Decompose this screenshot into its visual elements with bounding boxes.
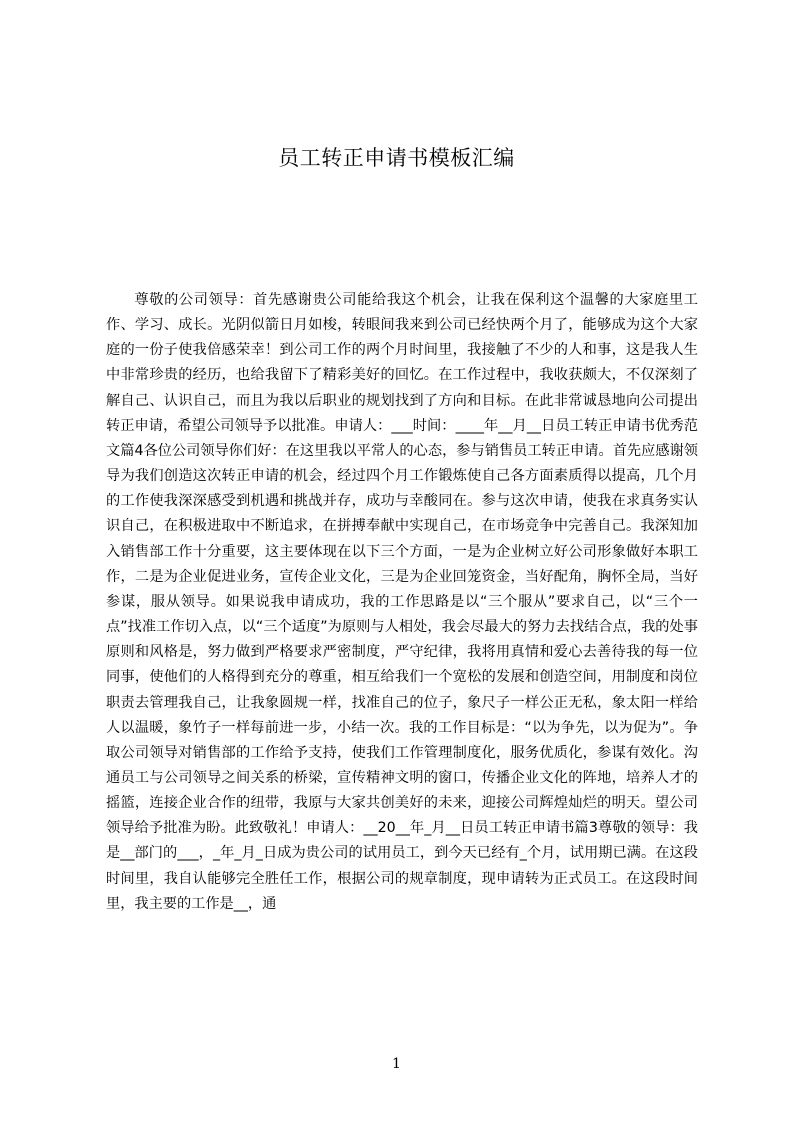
- page-number: 1: [392, 1056, 401, 1072]
- document-title: 员工转正申请书模板汇编: [278, 146, 515, 170]
- document-body-paragraph: 尊敬的公司领导：首先感谢贵公司能给我这个机会，让我在保利这个温馨的大家庭里工作、学习、成长。光阴似箭日月如梭，转眼间我来到公司已经快两个月了，能够成为这个大家庭的一份子使我倍感荣幸！到公司工作的两个月时间里，我接触了不少的人和事，这是我人生中非常珍贵的经历，也给我留下了精彩美好的回忆。在工作过程中，我收获颇大，不仅深刻了解自己、认识自己，而且为我以后职业的规划找到了方向和目标。在此非常诚恳地向公司提出转正申请，希望公司领导予以批准。申请人：___时间：____年__月__日员工转正申请书优秀范文篇4各位公司领导你们好：在这里我以平常人的心态，参与销售员工转正申请。首先应感谢领导为我们创造这次转正申请的机会，经过四个月工作锻炼使自己各方面素质得以提高，几个月的工作使我深深感受到机遇和挑战并存，成功与幸酸同在。参与这次申请，使我在求真务实认识自己，在积极进取中不断追求，在拼搏奉献中实现自己，在市场竞争中完善自己。我深知加入销售部工作十分重要，这主要体现在以下三个方面，一是为企业树立好公司形象做好本职工作，二是为企业促进业务，宣传企业文化，三是为企业回笼资金，当好配角，胸怀全局，当好参谋，服从领导。如果说我申请成功，我的工作思路是以“三个服从”要求自己，以“三个一点”找准工作切入点，以“三个适度”为原则与人相处，我会尽最大的努力去找结合点，我的处事原则和风格是，努力做到严格要求严密制度，严守纪律，我将用真情和爱心去善待我的每一位同事，使他们的人格得到充分的尊重，相互给我们一个宽松的发展和创造空间，用制度和岗位职责去管理我自己，让我象圆规一样，找准自己的位子，象尺子一样公正无私，象太阳一样给人以温暖，象竹子一样每前进一步，小结一次。我的工作目标是：“以为争先，以为促为”。争取公司领导对销售部的工作给予支持，使我们工作管理制度化，服务优质化，参谋有效化。沟通员工与公司领导之间关系的桥梁，宣传精神文明的窗口，传播企业文化的阵地，培养人才的摇篮，连接企业合作的纽带，我原与大家共创美好的未来，迎接公司辉煌灿烂的明天。望公司领导给予批准为盼。此致敬礼！申请人：__20__年_月__日员工转正申请书篇3尊敬的领导：我是__部门的___，_年_月_日成为贵公司的试用员工，到今天已经有_个月，试用期已满。在这段时间里，我自认能够完全胜任工作，根据公司的规章制度，现申请转为正式员工。在这段时间里，我主要的工作是__，通: [106, 292, 699, 912]
